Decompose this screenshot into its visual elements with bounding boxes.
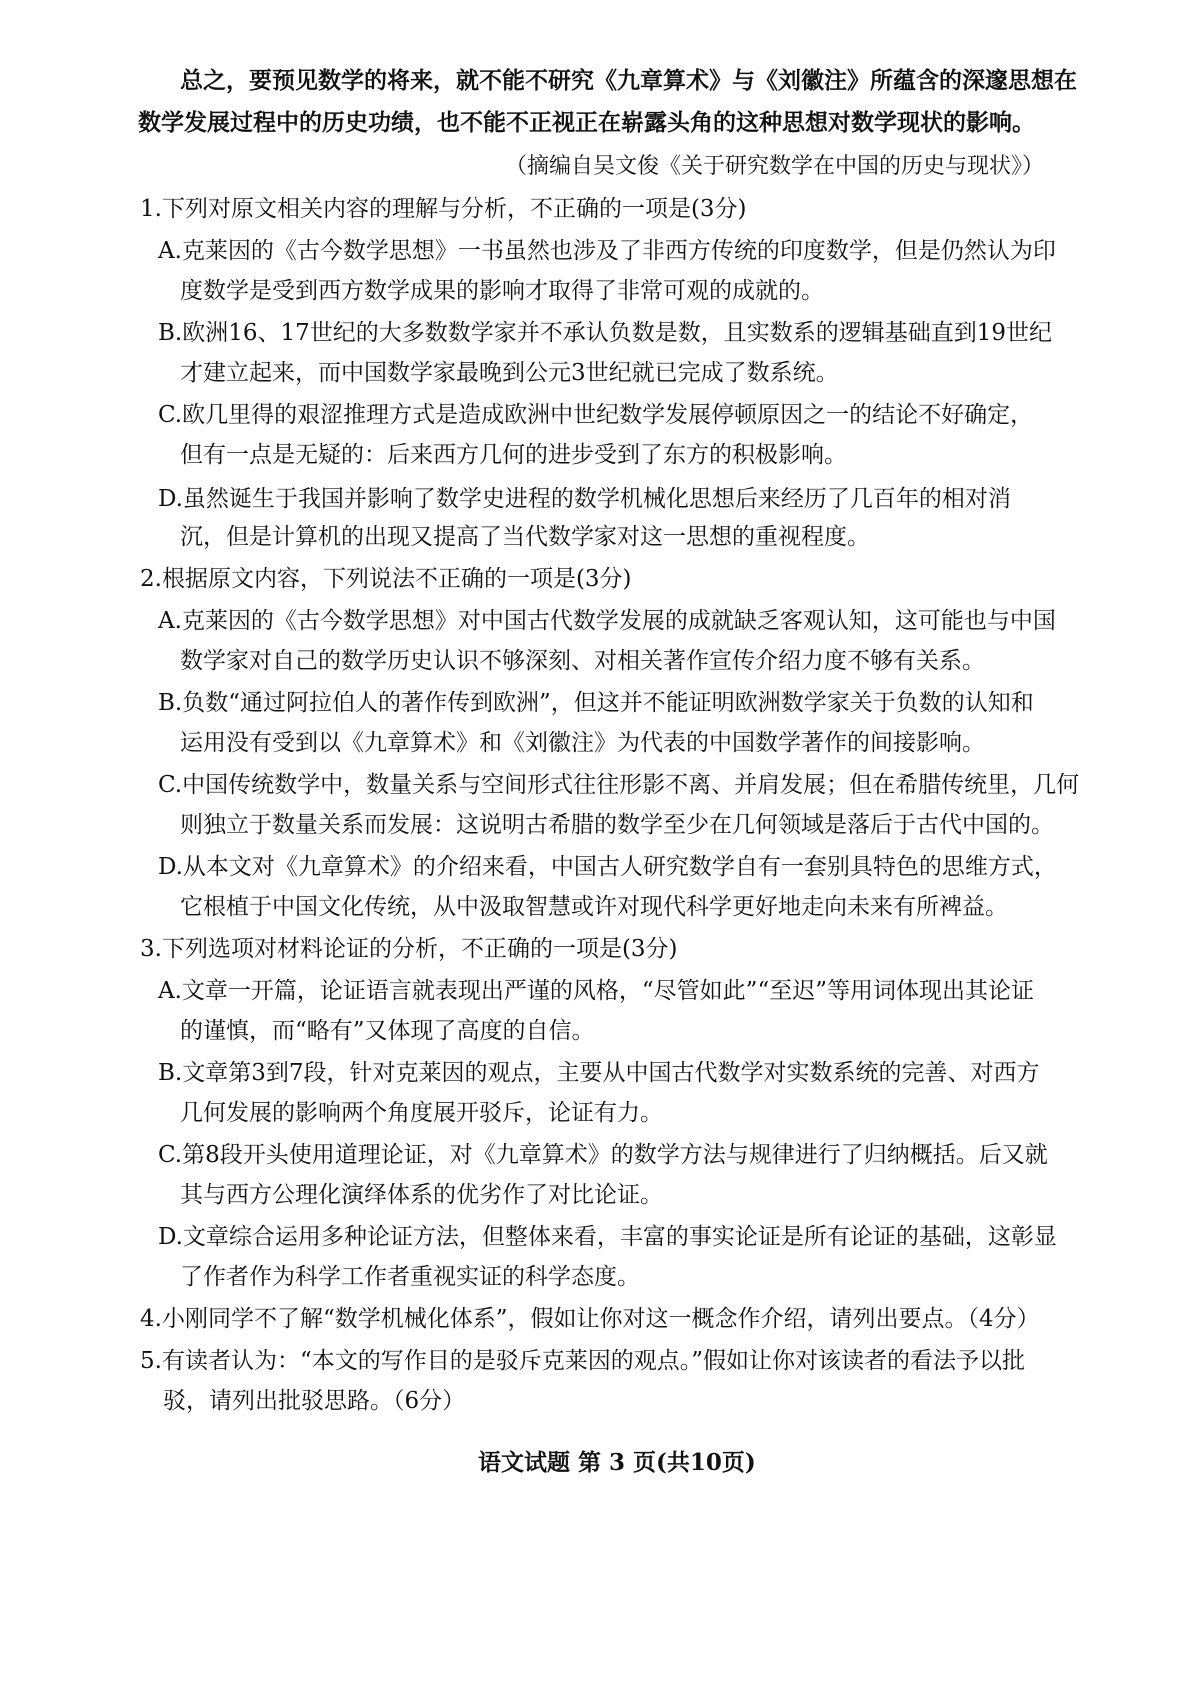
closing-line-2: 数学发展过程中的历史功绩，也不能不正视正在崭露头角的这种思想对数学现状的影响。 bbox=[138, 109, 1035, 136]
option-text: C.中国传统数学中，数量关系与空间形式往往形影不离、并肩发展；但在希腊传统里，几何 bbox=[158, 772, 1080, 798]
source-attribution: （摘编自吴文俊《关于研究数学在中国的历史与现状》） bbox=[505, 154, 1045, 179]
option-text: 其与西方公理化演绎体系的优劣作了对比论证。 bbox=[180, 1182, 663, 1208]
option-text: A.克莱因的《古今数学思想》一书虽然也涉及了非西方传统的印度数学，但是仍然认为印 bbox=[158, 238, 1056, 264]
option-text: B.文章第3到7段，针对克莱因的观点，主要从中国古代数学对实数系统的完善、对西方 bbox=[158, 1060, 1040, 1086]
question-4-stem: 4.小刚同学不了解“数学机械化体系”，假如让你对这一概念作介绍，请列出要点。（4分） bbox=[140, 1306, 1040, 1332]
option-text: B.欧洲16、17世纪的大多数数学家并不承认负数是数，且实数系的逻辑基础直到19世纪 bbox=[158, 320, 1053, 346]
question-5-stem: 5.有读者认为：“本文的写作目的是驳斥克莱因的观点。”假如让你对该读者的看法予以批 bbox=[140, 1348, 1025, 1374]
option-text: C.欧几里得的艰涩推理方式是造成欧洲中世纪数学发展停顿原因之一的结论不好确定， bbox=[158, 402, 1034, 428]
question-5-stem-cont: 驳，请列出批驳思路。（6分） bbox=[163, 1388, 466, 1414]
option-text: 才建立起来，而中国数学家最晚到公元3世纪就已完成了数系统。 bbox=[180, 360, 839, 386]
option-text: 度数学是受到西方数学成果的影响才取得了非常可观的成就的。 bbox=[180, 278, 824, 304]
option-text: 的谨慎，而“略有”又体现了高度的自信。 bbox=[180, 1018, 595, 1044]
option-text: 运用没有受到以《九章算术》和《刘徽注》为代表的中国数学著作的间接影响。 bbox=[180, 730, 985, 756]
option-text: 但有一点是无疑的：后来西方几何的进步受到了东方的积极影响。 bbox=[180, 442, 847, 468]
option-text: 沉，但是计算机的出现又提高了当代数学家对这一思想的重视程度。 bbox=[180, 524, 870, 550]
page-footer: 语文试题 第 3 页(共10页) bbox=[478, 1449, 756, 1476]
option-text: 则独立于数量关系而发展：这说明古希腊的数学至少在几何领域是落后于古代中国的。 bbox=[180, 812, 1054, 838]
option-text: 几何发展的影响两个角度展开驳斥，论证有力。 bbox=[180, 1100, 663, 1126]
option-text: A.文章一开篇，论证语言就表现出严谨的风格，“尽管如此”“至迟”等用词体现出其论证 bbox=[158, 978, 1034, 1004]
option-text: 它根植于中国文化传统，从中汲取智慧或许对现代科学更好地走向未来有所裨益。 bbox=[180, 894, 1008, 920]
option-text: A.克莱因的《古今数学思想》对中国古代数学发展的成就缺乏客观认知，这可能也与中国 bbox=[158, 608, 1056, 634]
option-text: D.从本文对《九章算术》的介绍来看，中国古人研究数学自有一套别具特色的思维方式， bbox=[158, 854, 1057, 880]
option-text: C.第8段开头使用道理论证，对《九章算术》的数学方法与规律进行了归纳概括。后又就 bbox=[158, 1142, 1048, 1168]
option-text: 了作者作为科学工作者重视实证的科学态度。 bbox=[180, 1264, 640, 1290]
closing-line-1: 总之，要预见数学的将来，就不能不研究《九章算术》与《刘徽注》所蕴含的深邃思想在 bbox=[180, 67, 1077, 94]
option-text: B.负数“通过阿拉伯人的著作传到欧洲”，但这并不能证明欧洲数学家关于负数的认知和 bbox=[158, 690, 1034, 716]
option-text: D.虽然诞生于我国并影响了数学史进程的数学机械化思想后来经历了几百年的相对消 bbox=[158, 486, 1011, 512]
question-2-stem: 2.根据原文内容，下列说法不正确的一项是(3分) bbox=[140, 566, 632, 592]
question-3-stem: 3.下列选项对材料论证的分析，不正确的一项是(3分) bbox=[140, 936, 678, 962]
option-text: 数学家对自己的数学历史认识不够深刻、对相关著作宣传介绍力度不够有关系。 bbox=[180, 648, 985, 674]
option-text: D.文章综合运用多种论证方法，但整体来看，丰富的事实论证是所有论证的基础，这彰显 bbox=[158, 1224, 1057, 1250]
question-1-stem: 1.下列对原文相关内容的理解与分析，不正确的一项是(3分) bbox=[140, 196, 747, 222]
